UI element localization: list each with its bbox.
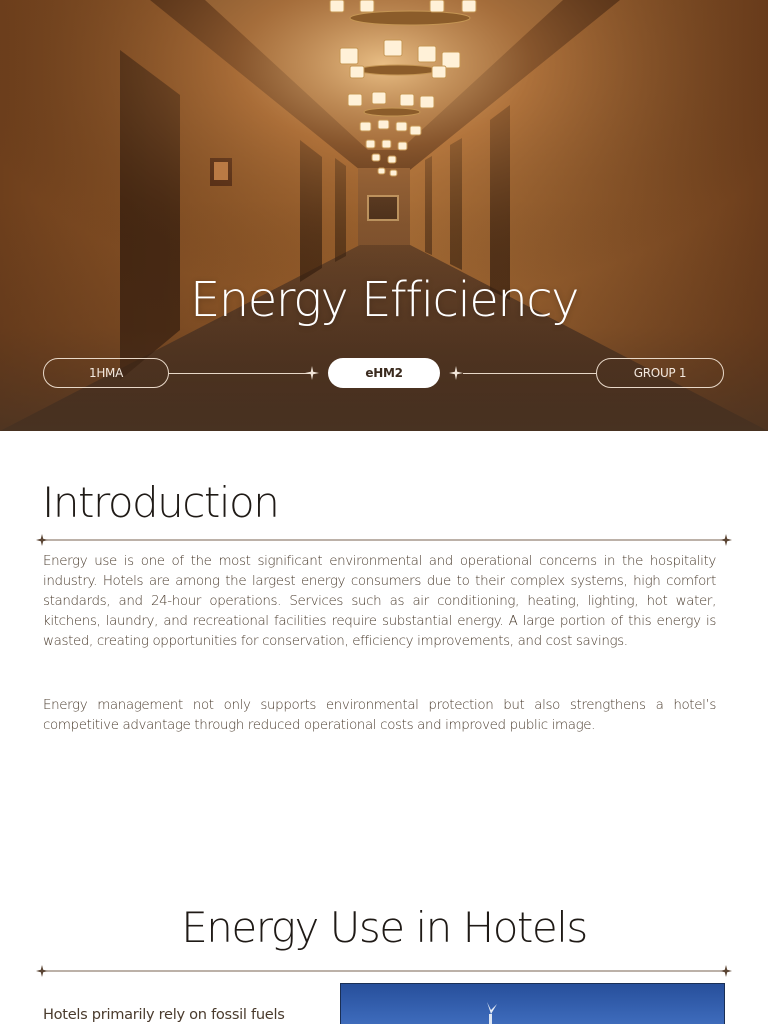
section-divider	[36, 965, 732, 977]
sparkle-icon	[449, 366, 463, 380]
hero-title: Energy Efficiency	[189, 272, 579, 328]
tag-right: GROUP 1	[596, 358, 724, 388]
sparkle-icon	[305, 366, 319, 380]
energy-use-paragraph: Hotels primarily rely on fossil fuels	[43, 1006, 285, 1023]
connector-line-right	[463, 373, 596, 374]
intro-paragraph-2: Energy management not only supports environmental protection but also strengthens a hotel’s competitive advantage through reduced operational costs and improved public image.	[43, 698, 716, 733]
tag-left: 1HMA	[43, 358, 169, 388]
hero-banner	[0, 0, 768, 431]
tag-center: eHM2	[328, 358, 440, 388]
wind-turbine-image	[340, 983, 725, 1024]
connector-line-left	[169, 373, 309, 374]
turbine-icon	[341, 984, 725, 1024]
energy-use-heading: Energy Use in Hotels	[181, 903, 587, 952]
intro-paragraph-1: Energy use is one of the most significant environmental and operational concerns in the hospitality industry. Hotels are among the largest energy consumers due to their complex systems, high comfort standards, and 24-hour operations. Services such as air conditioning, heating, lighting, hot water, kitchens, laundry, and recreational facilities require substantial energy. A large portion of this energy is wasted, creating opportunities for conservation, efficiency improvements, and cost savings.	[43, 554, 716, 649]
section-divider	[36, 534, 732, 546]
intro-heading: Introduction	[42, 478, 279, 527]
